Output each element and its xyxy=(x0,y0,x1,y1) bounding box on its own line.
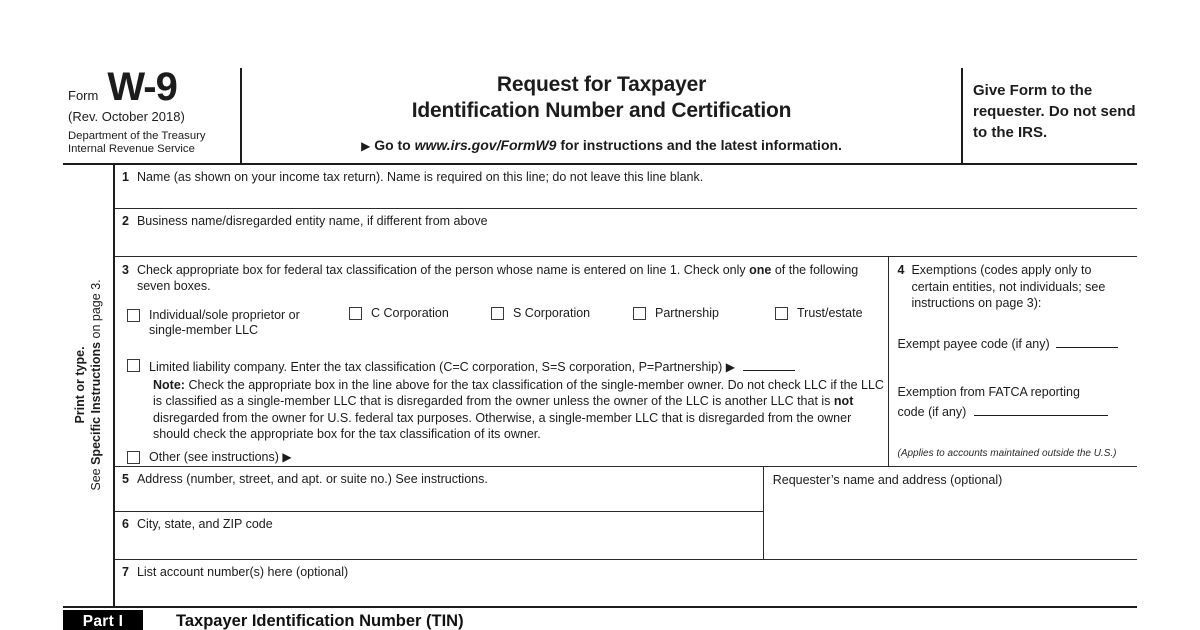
goto-prefix: Go to xyxy=(374,137,411,153)
give-form-note: Give Form to the requester. Do not send to the IRS. xyxy=(973,82,1136,141)
checkbox-llc[interactable] xyxy=(127,359,140,372)
option-s-corporation-label: S Corporation xyxy=(513,306,591,320)
option-trust-estate xyxy=(775,306,863,321)
form-title-block xyxy=(244,72,959,153)
form-title-line1: Request for Taxpayer xyxy=(496,73,707,96)
tax-classification-section xyxy=(115,257,888,466)
part1-top-rule xyxy=(63,606,1137,608)
line2-number: 2 xyxy=(122,214,129,228)
goto-suffix: for instructions and the latest information. xyxy=(560,137,842,153)
classification-and-exemptions-row xyxy=(115,257,1137,467)
exemptions-section xyxy=(888,257,1137,466)
right-arrow-icon: ▶ xyxy=(725,360,736,374)
option-trust-estate-label: Trust/estate xyxy=(797,306,863,320)
fatca-label-line1: Exemption from FATCA reporting xyxy=(897,385,1080,399)
option-other-label: Other (see instructions) xyxy=(149,450,279,464)
fatca-code-blank[interactable] xyxy=(974,403,1108,416)
part1-title: Taxpayer Identification Number (TIN) xyxy=(176,612,464,630)
business-name-field-row[interactable] xyxy=(115,209,1137,257)
form-revision: (Rev. October 2018) xyxy=(68,109,185,124)
line7-label: List account number(s) here (optional) xyxy=(136,565,349,579)
option-individual xyxy=(127,308,327,338)
option-c-corporation xyxy=(349,306,449,321)
line2-label: Business name/disregarded entity name, if different from above xyxy=(136,214,488,228)
option-s-corporation xyxy=(491,306,590,321)
checkbox-partnership[interactable] xyxy=(633,307,646,320)
address-column xyxy=(115,467,763,559)
line5-number: 5 xyxy=(122,472,129,486)
form-identity-block xyxy=(68,65,238,156)
fatca-label-line2: code (if any) xyxy=(897,405,967,419)
city-state-zip-field-row[interactable] xyxy=(115,512,763,558)
form-title-line2: Identification Number and Certification xyxy=(411,99,792,122)
line3-number: 3 xyxy=(122,263,129,277)
line6-label: City, state, and ZIP code xyxy=(136,517,273,531)
llc-classification-blank[interactable] xyxy=(743,358,795,371)
part1-header xyxy=(63,610,464,630)
goto-instruction xyxy=(244,137,959,153)
fatca-line xyxy=(897,382,1108,422)
form-number: W-9 xyxy=(107,65,177,109)
llc-note: Note: Check the appropriate box in the line above for the tax classification of the single-member owner. Do not check LLC if the LLC is classified as a single-member LLC that is disregarded from the owner unless the owner of the LLC is another LLC that is not disregarded from the owner for U.S. federal tax purposes. Otherwise, a single-member LLC that is disregarded from the owner should check the appropriate box for the tax classification of its owner. xyxy=(153,378,884,441)
department-line: Department of the Treasury xyxy=(68,130,206,142)
form-fields-box xyxy=(113,165,1137,607)
header-divider-left xyxy=(240,68,242,163)
form-word: Form xyxy=(68,88,99,103)
line6-number: 6 xyxy=(122,517,129,531)
exempt-payee-line xyxy=(897,335,1117,351)
exempt-payee-label: Exempt payee code (if any) xyxy=(897,337,1050,351)
checkbox-individual[interactable] xyxy=(127,309,140,322)
fatca-applies-note: (Applies to accounts maintained outside the U.S.) xyxy=(897,448,1117,459)
sidebar-instructions xyxy=(72,215,104,555)
line1-label: Name (as shown on your income tax return). Name is required on this line; do not leave this line blank. xyxy=(136,170,704,184)
right-arrow-icon: ▶ xyxy=(361,139,371,153)
irs-form-url[interactable]: www.irs.gov/FormW9 xyxy=(414,137,557,153)
line3-label: 3 Check appropriate box for federal tax classification of the person whose name is entered on line 1. Check only one of the following seven boxes. xyxy=(122,263,859,293)
exempt-payee-blank[interactable] xyxy=(1056,335,1118,348)
requester-box[interactable] xyxy=(763,467,1137,559)
specific-instructions-label: See Specific Instructions on page 3. xyxy=(89,279,103,491)
account-numbers-field-row[interactable] xyxy=(115,560,1137,606)
right-arrow-icon: ▶ xyxy=(282,450,292,464)
checkbox-s-corporation[interactable] xyxy=(491,307,504,320)
option-other xyxy=(127,450,292,464)
checkbox-c-corporation[interactable] xyxy=(349,307,362,320)
address-and-requester-row xyxy=(115,467,1137,560)
line1-number: 1 xyxy=(122,170,129,184)
line4-label: 4 Exemptions (codes apply only to certain entities, not individuals; see instructions on page 3): xyxy=(897,263,1106,310)
checkbox-other[interactable] xyxy=(127,451,140,464)
print-or-type-label: Print or type. xyxy=(73,346,87,424)
requester-label: Requester’s name and address (optional) xyxy=(772,473,1003,487)
address-field-row[interactable] xyxy=(115,467,763,512)
line5-label: Address (number, street, and apt. or suite no.) See instructions. xyxy=(136,472,488,486)
header-divider-right xyxy=(961,68,963,163)
option-c-corporation-label: C Corporation xyxy=(371,306,449,320)
option-partnership-label: Partnership xyxy=(655,306,719,320)
form-title xyxy=(244,72,959,124)
line4-number: 4 xyxy=(897,263,905,277)
part1-badge: Part I xyxy=(63,610,143,630)
name-field-row[interactable] xyxy=(115,165,1137,209)
option-partnership xyxy=(633,306,719,321)
option-llc xyxy=(127,358,795,374)
checkbox-trust-estate[interactable] xyxy=(775,307,788,320)
option-llc-label: Limited liability company. Enter the tax classification (C=C corporation, S=S corporation, P=Partnership) xyxy=(149,360,723,374)
line7-number: 7 xyxy=(122,565,129,579)
agency-line: Internal Revenue Service xyxy=(68,143,195,155)
option-individual-label: Individual/sole proprietor or single-member LLC xyxy=(149,308,300,337)
